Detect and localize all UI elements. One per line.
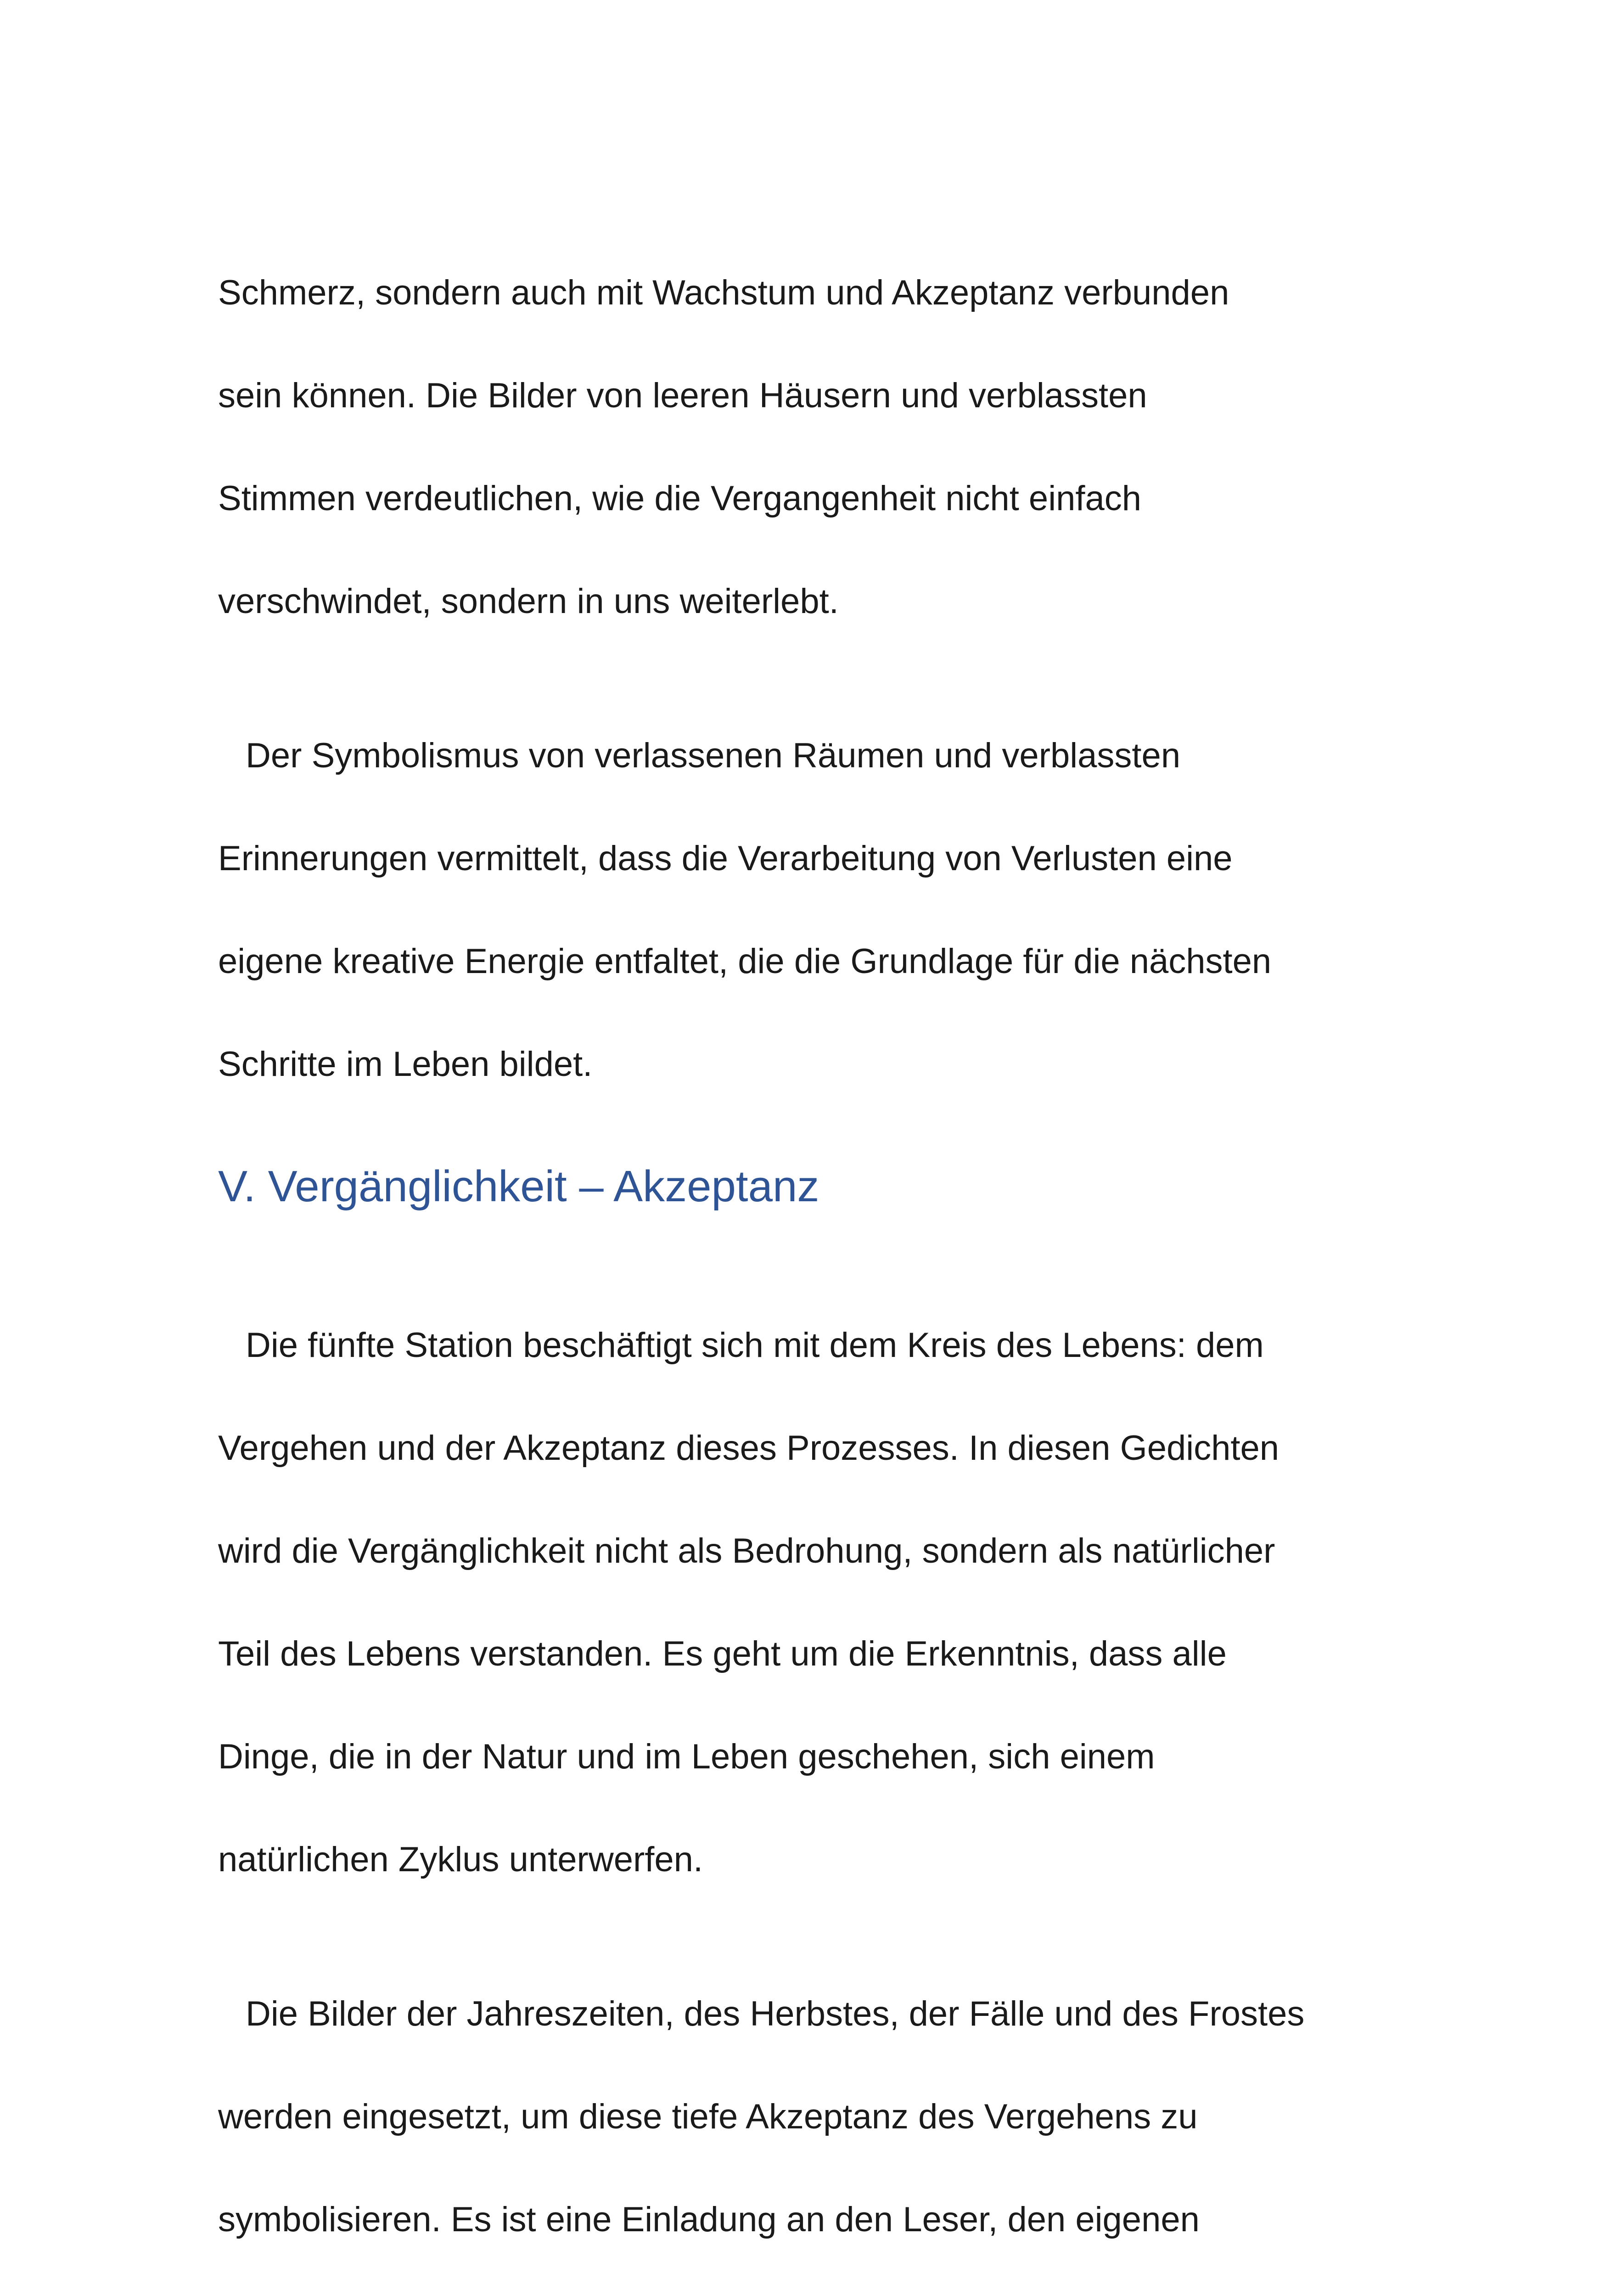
text-line: Erinnerungen vermittelt, dass die Verarbeitung von Verlusten eine bbox=[218, 839, 1233, 878]
text-line: Vergehen und der Akzeptanz dieses Prozesses. In diesen Gedichten bbox=[218, 1429, 1280, 1468]
text-line: wird die Vergänglichkeit nicht als Bedrohung, sondern als natürlicher bbox=[218, 1531, 1275, 1570]
text-line: natürlichen Zyklus unterwerfen. bbox=[218, 1840, 703, 1879]
text-line: Schmerz, sondern auch mit Wachstum und Akzeptanz verbunden bbox=[218, 273, 1229, 312]
paragraph-2 bbox=[218, 679, 1421, 1090]
text-line: werden eingesetzt, um diese tiefe Akzeptanz des Vergehens zu bbox=[218, 2097, 1198, 2136]
text-line: Dinge, die in der Natur und im Leben geschehen, sich einem bbox=[218, 1737, 1155, 1776]
paragraph-3 bbox=[218, 1268, 1421, 1885]
text-line: eigene kreative Energie entfaltet, die die Grundlage für die nächsten bbox=[218, 942, 1272, 981]
text-line: Stimmen verdeutlichen, wie die Vergangenheit nicht einfach bbox=[218, 479, 1141, 518]
text-line: Schritte im Leben bildet. bbox=[218, 1045, 593, 1084]
paragraph-4 bbox=[218, 1937, 1421, 2296]
paragraph-1 bbox=[218, 216, 1421, 627]
text-line: Teil des Lebens verstanden. Es geht um die Erkenntnis, dass alle bbox=[218, 1634, 1227, 1673]
text-line: symbolisieren. Es ist eine Einladung an den Leser, den eigenen bbox=[218, 2200, 1200, 2239]
text-line: Die Bilder der Jahreszeiten, des Herbstes, der Fälle und des Frostes bbox=[246, 1994, 1305, 2033]
text-line: verschwindet, sondern in uns weiterlebt. bbox=[218, 582, 839, 621]
text-line: Die fünfte Station beschäftigt sich mit dem Kreis des Lebens: dem bbox=[246, 1326, 1264, 1365]
text-line: Der Symbolismus von verlassenen Räumen und verblassten bbox=[246, 736, 1181, 775]
section-heading-v: V. Vergänglichkeit – Akzeptanz bbox=[218, 1162, 819, 1211]
text-line: sein können. Die Bilder von leeren Häusern und verblassten bbox=[218, 376, 1147, 415]
document-page bbox=[218, 216, 1421, 2296]
